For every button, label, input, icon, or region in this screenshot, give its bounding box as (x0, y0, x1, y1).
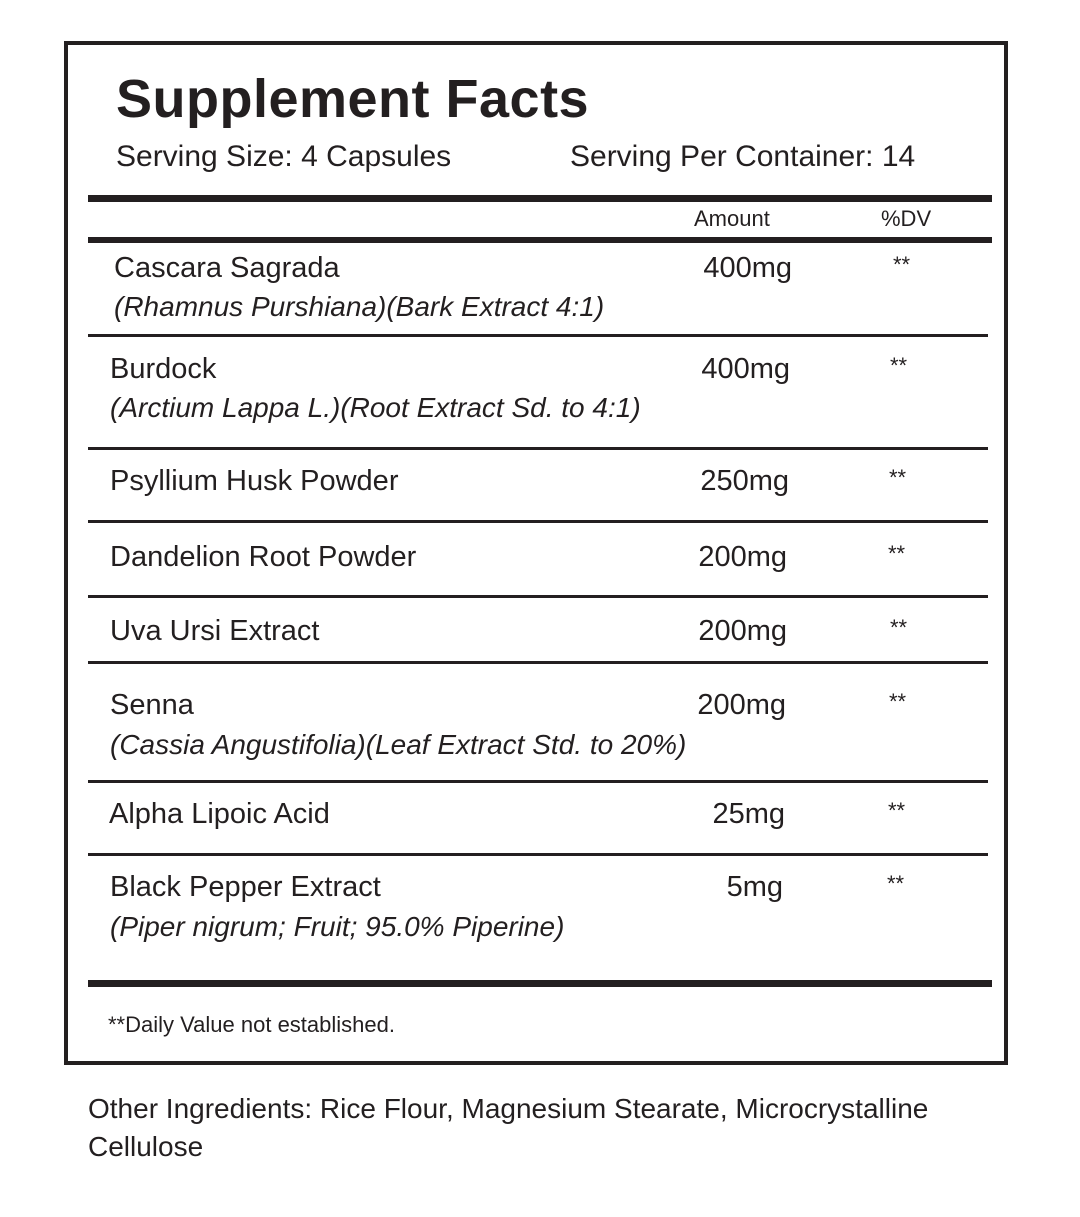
row-divider (88, 520, 988, 523)
ingredient-dv: ** (890, 615, 908, 640)
row-divider (88, 447, 988, 450)
serving-size: Serving Size: 4 Capsules (116, 140, 452, 173)
ingredient-amount: 400mg (701, 353, 790, 385)
ingredient-amount: 200mg (698, 615, 787, 647)
ingredient-name: Psyllium Husk Powder (110, 465, 399, 497)
dv-column-header: %DV (881, 206, 932, 231)
daily-value-footnote: **Daily Value not established. (108, 1012, 395, 1037)
row-divider (88, 334, 988, 337)
ingredient-name: Black Pepper Extract (110, 871, 381, 903)
ingredient-dv: ** (889, 465, 907, 490)
ingredient-dv: ** (888, 798, 906, 823)
ingredient-name: Dandelion Root Powder (110, 541, 417, 573)
ingredient-name: Alpha Lipoic Acid (109, 798, 330, 830)
ingredient-amount: 200mg (698, 541, 787, 573)
amount-column-header: Amount (694, 206, 770, 231)
ingredient-detail: (Rhamnus Purshiana)(Bark Extract 4:1) (114, 291, 605, 322)
ingredient-dv: ** (890, 353, 908, 378)
ingredient-name: Cascara Sagrada (114, 252, 340, 284)
divider-top (88, 195, 992, 202)
ingredient-detail: (Arctium Lappa L.)(Root Extract Sd. to 4:1) (110, 392, 641, 423)
ingredient-amount: 250mg (700, 465, 789, 497)
divider-header (88, 237, 992, 243)
ingredient-dv: ** (887, 871, 905, 896)
row-divider (88, 853, 988, 856)
ingredient-name: Senna (110, 689, 194, 721)
servings-per-container: Serving Per Container: 14 (570, 140, 916, 173)
ingredient-amount: 400mg (703, 252, 792, 284)
other-ingredients: Other Ingredients: Rice Flour, Magnesium Stearate, Microcrystalline Cellulose (88, 1093, 929, 1162)
ingredient-name: Burdock (110, 353, 217, 385)
ingredient-detail: (Cassia Angustifolia)(Leaf Extract Std. to 20%) (110, 729, 687, 760)
ingredient-amount: 25mg (712, 798, 785, 830)
row-divider (88, 780, 988, 783)
ingredient-dv: ** (893, 252, 911, 277)
ingredient-amount: 5mg (726, 871, 783, 903)
ingredient-dv: ** (888, 541, 906, 566)
row-divider (88, 595, 988, 598)
ingredient-amount: 200mg (697, 689, 786, 721)
divider-bottom (88, 980, 992, 987)
ingredient-name: Uva Ursi Extract (110, 615, 320, 647)
row-divider (88, 661, 988, 664)
ingredient-dv: ** (889, 689, 907, 714)
panel-title: Supplement Facts (116, 69, 590, 129)
ingredient-detail: (Piper nigrum; Fruit; 95.0% Piperine) (110, 911, 565, 942)
